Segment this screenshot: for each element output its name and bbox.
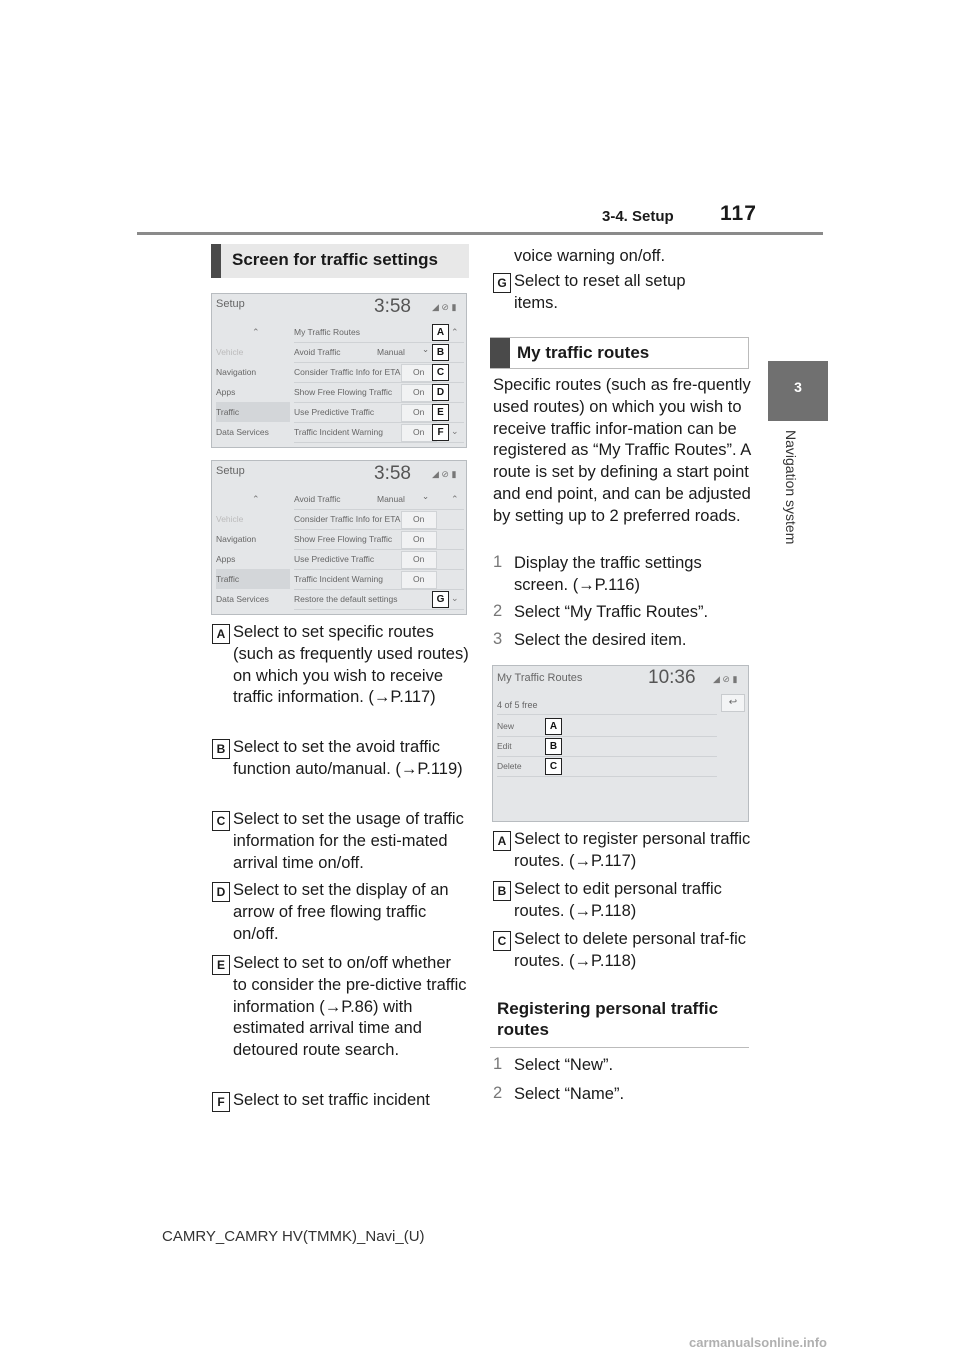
setting-row[interactable]: Consider Traffic Info for ETA (294, 362, 464, 383)
scroll-up-icon[interactable]: ⌃ (451, 327, 459, 337)
section-heading-registering: Registering personal traffic routes (490, 994, 749, 1048)
scroll-down-icon[interactable]: ⌄ (451, 426, 459, 436)
step-text: Select “New”. (514, 1056, 614, 1074)
callout-badge: E (432, 404, 449, 421)
setting-row[interactable]: Avoid Traffic (294, 489, 464, 510)
callout-badge: B (432, 344, 449, 361)
setting-value: On (413, 554, 425, 564)
setting-row[interactable]: Use Predictive Traffic (294, 402, 464, 423)
item-text: Select to edit personal traffic routes. (→P.118) (514, 880, 722, 920)
scroll-up-icon[interactable]: ⌃ (252, 494, 260, 504)
badge-a: A (493, 831, 511, 851)
route-option[interactable]: Edit (497, 736, 717, 757)
setting-row[interactable]: Show Free Flowing Traffic (294, 382, 464, 403)
item-text: Select to delete personal traf-fic routes. (→P.118) (514, 930, 747, 970)
step-text: Select the desired item. (514, 631, 687, 649)
back-icon[interactable]: ↩ (721, 694, 745, 712)
sidebar-item[interactable]: Vehicle (216, 514, 244, 524)
setting-value: On (413, 427, 425, 437)
screen-title: Setup (216, 465, 245, 477)
clock: 3:58 (374, 296, 411, 317)
watermark: carmanualsonline.info (689, 1335, 827, 1350)
section-title: 3-4. Setup (602, 208, 674, 225)
section-heading-traffic-settings: Screen for traffic settings (211, 244, 469, 278)
setting-value: On (413, 367, 425, 377)
page-number: 117 (720, 202, 757, 225)
free-count: 4 of 5 free (497, 696, 717, 715)
step-number: 1 (493, 553, 503, 571)
item-text: Select to set the display of an arrow of free flowing traffic on/off. (233, 881, 449, 943)
setting-value: On (413, 574, 425, 584)
sidebar-item[interactable]: Navigation (216, 367, 257, 377)
step-number: 3 (493, 630, 503, 648)
setting-row[interactable]: My Traffic Routes (294, 322, 464, 343)
callout-badge: A (545, 718, 562, 735)
step-text: Display the traffic settings screen. (→P.116) (514, 554, 702, 594)
badge-d: D (212, 882, 230, 902)
callout-badge: F (432, 424, 449, 441)
sidebar-item[interactable]: Apps (216, 387, 236, 397)
intro-paragraph: Specific routes (such as fre-quently used routes) on which you wish to receive traffic infor-mation can be registered as “My Traffic Routes”. A route is set by defining a start point and end point, and can be adjusted by setting up to 2 preferred roads. (493, 376, 751, 525)
badge-f: F (212, 1092, 230, 1112)
sidebar-item[interactable]: Data Services (216, 427, 269, 437)
scroll-up-icon[interactable]: ⌃ (252, 327, 260, 337)
badge-b: B (212, 739, 230, 759)
item-text: Select to set the avoid traffic function auto/manual. (→P.119) (233, 738, 463, 778)
badge-e: E (212, 955, 230, 975)
setting-value: Manual (377, 347, 405, 357)
setting-row[interactable]: Use Predictive Traffic (294, 549, 464, 570)
chapter-label: Navigation system (783, 430, 799, 545)
badge-a: A (212, 624, 230, 644)
sidebar-item[interactable]: Traffic (216, 402, 290, 422)
status-icons: ◢ ⊘ ▮ (713, 674, 738, 684)
callout-badge: G (432, 591, 449, 608)
sidebar-item[interactable]: Navigation (216, 534, 257, 544)
screen-title: Setup (216, 298, 245, 310)
setting-row[interactable]: Traffic Incident Warning (294, 422, 464, 443)
callout-badge: C (545, 758, 562, 775)
step-text: Select “My Traffic Routes”. (514, 603, 709, 621)
item-text: Select to set to on/off whether to consider the pre-dictive traffic information (→P.86) with estimated arrival time and detoured route search. (233, 954, 467, 1060)
badge-g: G (493, 273, 511, 293)
item-g-text: Select to reset all setup items. (514, 272, 686, 312)
sidebar-item[interactable]: Data Services (216, 594, 269, 604)
screen-title: My Traffic Routes (497, 672, 583, 684)
step-number: 1 (493, 1055, 503, 1073)
traffic-settings-screen-1 (211, 293, 467, 448)
setting-value: On (413, 534, 425, 544)
status-icons: ◢ ⊘ ▮ (432, 469, 457, 479)
setting-value: On (413, 387, 425, 397)
callout-badge: D (432, 384, 449, 401)
footer: CAMRY_CAMRY HV(TMMK)_Navi_(U) (162, 1228, 425, 1245)
chevron-down-icon[interactable]: ⌄ (422, 491, 430, 501)
item-f-continued: voice warning on/off. (514, 247, 666, 265)
header-rule (137, 232, 823, 235)
step-number: 2 (493, 1084, 503, 1102)
scroll-down-icon[interactable]: ⌄ (451, 593, 459, 603)
item-text: Select to register personal traffic routes. (→P.117) (514, 830, 751, 870)
clock: 3:58 (374, 463, 411, 484)
sidebar-item[interactable]: Vehicle (216, 347, 244, 357)
item-text: Select to set traffic incident (233, 1091, 430, 1109)
step-text: Select “Name”. (514, 1085, 625, 1103)
callout-badge: C (432, 364, 449, 381)
setting-value: On (413, 407, 425, 417)
badge-c: C (212, 811, 230, 831)
setting-value: On (413, 514, 425, 524)
item-text: Select to set the usage of traffic information for the esti-mated arrival time on/off. (233, 810, 464, 872)
step-number: 2 (493, 602, 503, 620)
callout-badge: A (432, 324, 449, 341)
sidebar-item[interactable]: Apps (216, 554, 236, 564)
route-option[interactable]: Delete (497, 756, 717, 777)
badge-c: C (493, 931, 511, 951)
setting-row[interactable]: Traffic Incident Warning (294, 569, 464, 590)
traffic-settings-screen-2 (211, 460, 467, 615)
sidebar-item[interactable]: Traffic (216, 569, 290, 589)
scroll-up-icon[interactable]: ⌃ (451, 494, 459, 504)
badge-b: B (493, 881, 511, 901)
clock: 10:36 (648, 667, 696, 688)
route-option[interactable]: New (497, 716, 717, 737)
my-traffic-routes-screen (492, 665, 749, 822)
status-icons: ◢ ⊘ ▮ (432, 302, 457, 312)
setting-row[interactable]: Consider Traffic Info for ETA (294, 509, 464, 530)
setting-value: Manual (377, 494, 405, 504)
chevron-down-icon[interactable]: ⌄ (422, 344, 430, 354)
section-heading-my-traffic-routes: My traffic routes (490, 337, 749, 369)
item-text: Select to set specific routes (such as frequently used routes) on which you wish to receive traffic information. (→P.117) (233, 623, 469, 707)
callout-badge: B (545, 738, 562, 755)
setting-row[interactable]: Show Free Flowing Traffic (294, 529, 464, 550)
setting-row[interactable]: Avoid Traffic (294, 342, 464, 363)
setting-row[interactable]: Restore the default settings (294, 589, 464, 610)
chapter-tab: 3 (768, 361, 828, 421)
